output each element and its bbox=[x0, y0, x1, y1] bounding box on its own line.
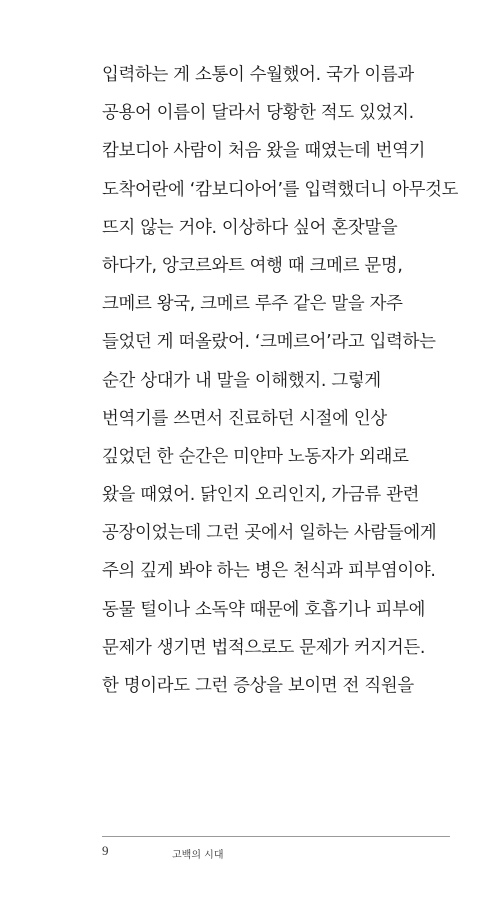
text-line: 동물 털이나 소독약 때문에 호흡기나 피부에 bbox=[102, 599, 426, 620]
text-line: 들었던 게 떠올랐어. ‘크메르어’라고 입력하는 bbox=[102, 332, 436, 353]
text-line: 공장이었는데 그런 곳에서 일하는 사람들에게 bbox=[102, 523, 437, 544]
text-line: 공용어 이름이 달라서 당황한 적도 있었지. bbox=[102, 103, 414, 124]
text-line: 주의 깊게 봐야 하는 병은 천식과 피부염이야. bbox=[102, 561, 436, 582]
text-line: 캄보디아 사람이 처음 왔을 때였는데 번역기 bbox=[102, 141, 426, 162]
footer-divider bbox=[102, 836, 450, 837]
text-line: 순간 상대가 내 말을 이해했지. 그렇게 bbox=[102, 370, 381, 391]
text-line: 한 명이라도 그런 증상을 보이면 전 직원을 bbox=[102, 676, 414, 696]
text-line: 번역기를 쓰면서 진료하던 시절에 인상 bbox=[102, 408, 387, 429]
text-line: 입력하는 게 소통이 수월했어. 국가 이름과 bbox=[102, 65, 414, 85]
text-line: 하다가, 앙코르와트 여행 때 크메르 문명, bbox=[102, 255, 403, 276]
page-number: 9 bbox=[102, 843, 109, 858]
running-footer-title: 고백의 시대 bbox=[172, 850, 224, 861]
text-line: 도착어란에 ‘캄보디아어’를 입력했더니 아무것도 bbox=[102, 179, 459, 200]
text-line: 문제가 생기면 법적으로도 문제가 커지거든. bbox=[102, 637, 426, 658]
body-text bbox=[102, 56, 462, 705]
text-line: 왔을 때였어. 닭인지 오리인지, 가금류 관련 bbox=[102, 485, 420, 506]
text-line: 뜨지 않는 거야. 이상하다 싶어 혼잣말을 bbox=[102, 217, 398, 238]
text-line: 깊었던 한 순간은 미얀마 노동자가 외래로 bbox=[102, 446, 409, 467]
text-line: 크메르 왕국, 크메르 루주 같은 말을 자주 bbox=[102, 294, 403, 315]
